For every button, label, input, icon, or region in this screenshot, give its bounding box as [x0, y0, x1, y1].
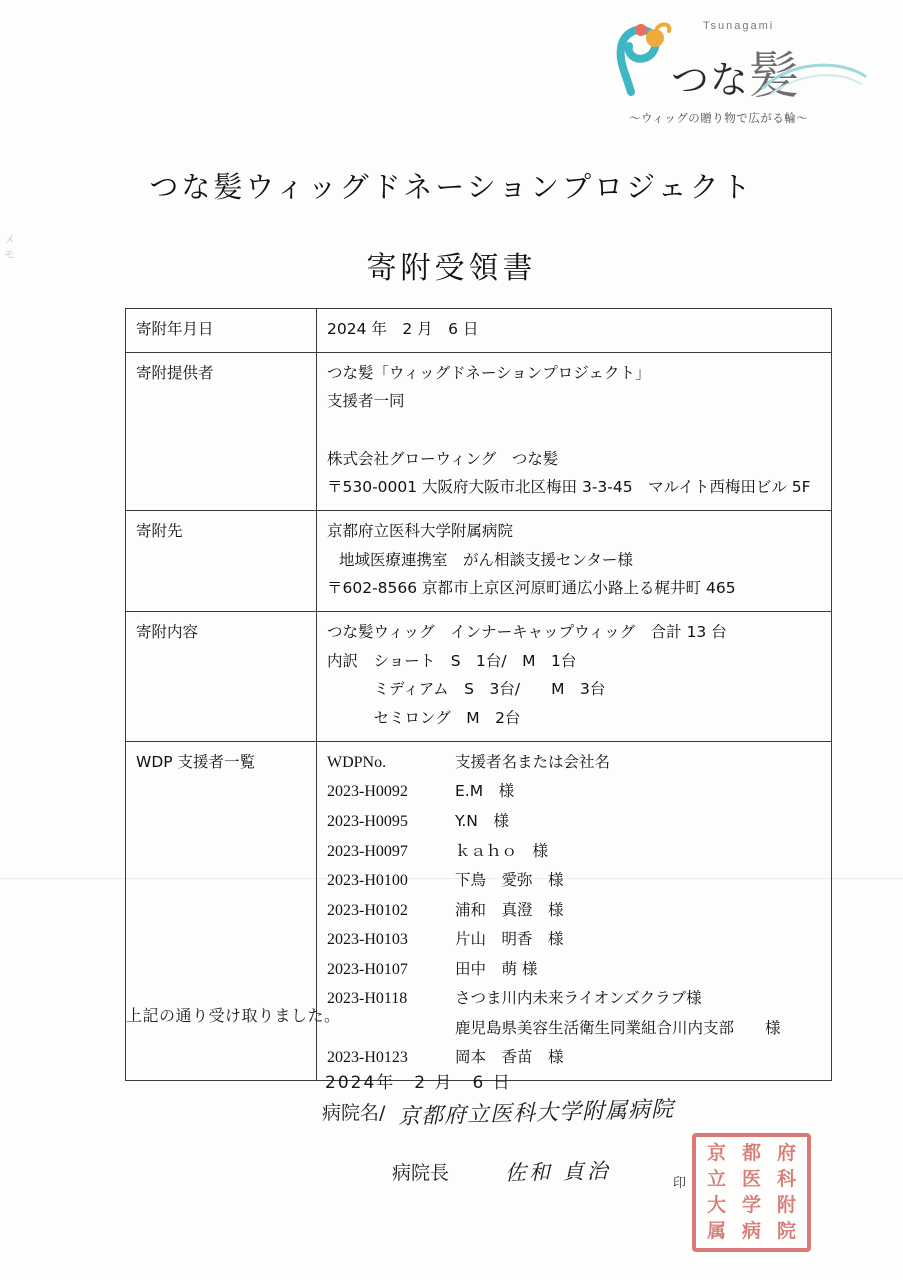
seal-char: 附 — [776, 1194, 796, 1217]
supporter-name: さつま川内未来ライオンズクラブ様 — [455, 989, 702, 1008]
supporter-no: 2023-H0092 — [327, 783, 408, 801]
logo-swoosh-icon — [761, 58, 871, 98]
value-line: 2024 年 2 月 6 日 — [327, 320, 479, 338]
supporter-no: 2023-H0107 — [327, 960, 408, 978]
list-item — [327, 777, 823, 807]
document-title: つな髪ウィッグドネーションプロジェクト — [149, 170, 754, 204]
list-item — [327, 866, 823, 896]
row-value-recipient — [317, 511, 832, 612]
supporter-name: 浦和 真澄 様 — [455, 900, 564, 919]
seal-char: 大 — [706, 1194, 726, 1217]
supporter-name: E.M 様 — [455, 782, 515, 801]
seal-char: 学 — [741, 1194, 761, 1217]
row-label-contents: 寄附内容 — [126, 612, 317, 742]
value-line: 京都府立医科大学附属病院 — [327, 522, 514, 541]
supporter-no: 2023-H0103 — [327, 931, 408, 949]
supporter-no: 2023-H0100 — [327, 872, 408, 890]
value-line: つな髪ウィッグ インナーキャップウィッグ 合計 13 台 — [327, 623, 727, 642]
receipt-table — [125, 308, 832, 1081]
scan-artifact: メ モ — [4, 233, 15, 262]
table-row — [126, 309, 832, 353]
value-line: セミロング M 2台 — [327, 709, 521, 728]
value-line: 内訳 ショート S 1台/ M 1台 — [327, 651, 577, 670]
seal-char: 病 — [741, 1220, 761, 1243]
list-item — [327, 984, 823, 1014]
table-row — [126, 511, 832, 612]
table-row — [126, 352, 832, 510]
hospital-label: 病院名/ — [322, 1102, 386, 1124]
list-item — [327, 837, 823, 867]
list-item-continuation: 鹿児島県美容生活衛生同業組合川内支部 様 — [455, 1019, 781, 1038]
supporter-name: 下鳥 愛弥 様 — [455, 871, 564, 890]
director-label: 病院長 — [392, 1162, 450, 1184]
supporters-header-name: 支援者名または会社名 — [455, 752, 611, 771]
supporter-no: 2023-H0097 — [327, 842, 408, 860]
supporter-name: Y.N 様 — [455, 811, 509, 830]
row-label-supporters: WDP 支援者一覧 — [126, 741, 317, 1081]
supporter-no: 2023-H0118 — [327, 990, 408, 1008]
row-label-recipient: 寄附先 — [126, 511, 317, 612]
row-value-contents — [317, 612, 832, 742]
signature-date: 2024年 2 月 6 日 — [325, 1073, 512, 1093]
supporter-no: 2023-H0123 — [327, 1048, 408, 1066]
value-line: 〒602-8566 京都市上京区河原町通広小路上る梶井町 465 — [327, 579, 736, 598]
list-item — [327, 807, 823, 837]
value-line: つな髪「ウィッグドネーションプロジェクト」 — [327, 363, 651, 382]
official-seal — [692, 1133, 811, 1252]
list-item — [327, 896, 823, 926]
table-row-supporters — [126, 741, 832, 1081]
logo-wordmark: つな髪 — [671, 47, 801, 105]
list-item — [327, 955, 823, 985]
logo-mark-icon — [611, 22, 677, 96]
supporters-header-no: WDPNo. — [327, 753, 387, 771]
value-line: 地域医療連携室 がん相談支援センター様 — [339, 550, 633, 569]
row-value-donor — [317, 352, 832, 510]
seal-char: 都 — [741, 1141, 761, 1164]
supporter-name: 田中 萌 様 — [455, 959, 538, 978]
tsunagami-logo — [611, 14, 861, 134]
value-line: 株式会社グローウィング つな髪 — [327, 449, 559, 468]
logo-romaji: Tsunagami — [703, 20, 775, 32]
supporter-name: 片山 明香 様 — [455, 930, 564, 949]
row-label-donor: 寄附提供者 — [126, 352, 317, 510]
supporter-no: 2023-H0102 — [327, 901, 408, 919]
seal-char: 京 — [706, 1141, 726, 1164]
acknowledgement-text: 上記の通り受け取りました。 — [126, 1006, 341, 1025]
seal-char: 科 — [776, 1167, 796, 1190]
seal-char: 医 — [741, 1167, 761, 1190]
hospital-name-handwritten: 京都府立医科大学附属病院 — [397, 1097, 675, 1130]
document-subtitle: 寄附受領書 — [366, 251, 537, 286]
value-line-blank — [327, 416, 823, 445]
supporter-name: ｋａｈｏ 様 — [455, 841, 549, 860]
supporters-header — [327, 748, 823, 778]
logo-tagline: 〜ウィッグの贈り物で広がる輪〜 — [629, 111, 809, 125]
value-line: 支援者一同 — [327, 392, 405, 411]
director-name-handwritten: 佐和 貞治 — [504, 1158, 611, 1186]
seal-char: 院 — [776, 1220, 796, 1243]
seal-char: 府 — [776, 1141, 796, 1164]
value-line: ミディアム S 3台/ M 3台 — [327, 680, 606, 699]
seal-char: 属 — [706, 1220, 726, 1243]
value-line: 〒530-0001 大阪府大阪市北区梅田 3-3-45 マルイト西梅田ビル 5F — [327, 478, 811, 497]
table-row — [126, 612, 832, 742]
list-item — [327, 925, 823, 955]
supporter-no: 2023-H0095 — [327, 812, 408, 830]
seal-char: 立 — [706, 1167, 726, 1190]
seal-mark-label: 印 — [673, 1176, 687, 1191]
row-label-date: 寄附年月日 — [126, 309, 317, 353]
supporters-list — [317, 741, 832, 1081]
supporter-name: 岡本 香苗 様 — [455, 1047, 564, 1066]
row-value-date — [317, 309, 832, 353]
